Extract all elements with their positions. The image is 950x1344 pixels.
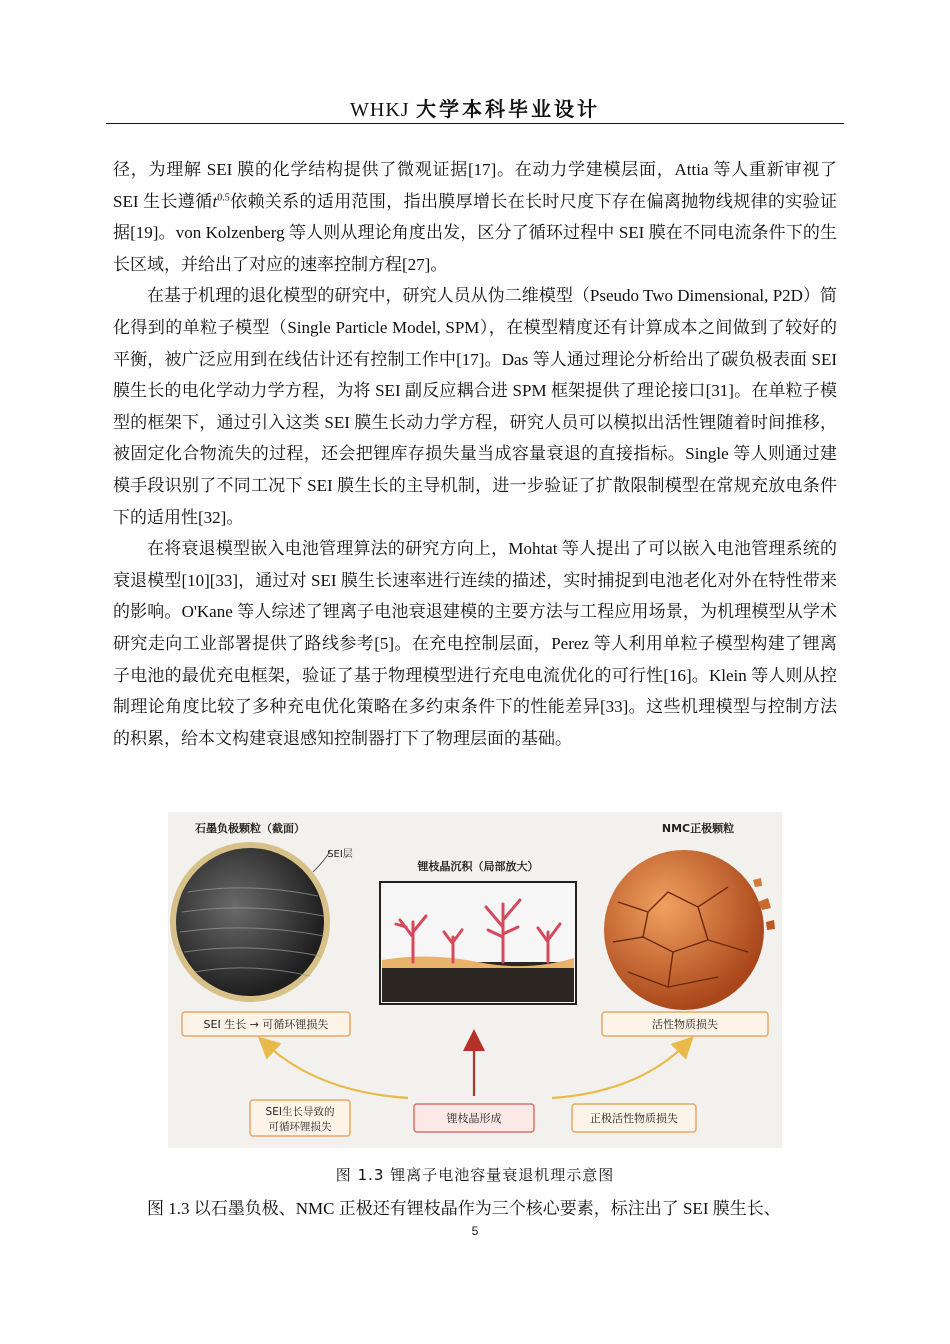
box-active-loss xyxy=(602,1012,768,1036)
box-bottom-left xyxy=(250,1100,350,1136)
body-text xyxy=(113,154,837,754)
figure-caption: 图 1.3 锂离子电池容量衰退机理示意图 xyxy=(335,1166,615,1184)
figure-degradation-mechanism xyxy=(168,812,782,1148)
dendrite-inset xyxy=(380,882,576,1004)
arrow-left xyxy=(266,1044,408,1098)
label-graphite: 石墨负极颗粒（截面） xyxy=(195,822,305,835)
nmc-particle xyxy=(604,850,775,1010)
figure-illustration xyxy=(168,812,782,1148)
box-bottom-right xyxy=(572,1104,696,1132)
math-exponent: 0.5 xyxy=(217,191,230,203)
box-bottom-mid-label: 锂枝晶形成 xyxy=(446,1112,502,1125)
header-latin: WHKJ xyxy=(350,99,410,121)
continuing-paragraph: 图 1.3 以石墨负极、NMC 正极还有锂枝晶作为三个核心要素，标注出了 SEI 膜生长、 xyxy=(147,1199,781,1218)
header-rule xyxy=(106,123,844,124)
header-title: 大学本科毕业设计 xyxy=(415,97,600,121)
paragraph-1-part-b: 依赖关系的适用范围，指出膜厚增长在长时尺度下存在偏离抛物线规律的实验证据[19]。von Kolzenberg 等人则从理论角度出发，区分了循环过程中 SEI 膜在不同电流条件下的生长区域，并给出了对应的速率控制方程[27]。 xyxy=(113,191,838,274)
paragraph-1 xyxy=(113,154,837,280)
box-sei-growth xyxy=(182,1012,350,1036)
paragraph-2: 在基于机理的退化模型的研究中，研究人员从伪二维模型（Pseudo Two Dimensional, P2D）简化得到的单粒子模型（Single Particle Model, SPM），在模型精度还有计算成本之间做到了较好的平衡，被广泛应用到在线估计还有控制工作中[17]。Das 等人通过理论分析给出了碳负极表面 SEI 膜生长的电化学动力学方程，为将 SEI 副反应耦合进 SPM 框架提供了理论接口[31]。在单粒子模型的框架下，通过引入这类 SEI 膜生长动力学方程，研究人员可以模拟出活性锂随着时间推移，被固定化合物流失的过程，还会把锂库存损失量当成容量衰退的直接指标。Single 等人则通过建模手段识别了不同工况下 SEI 膜生长的主导机制，进一步验证了扩散限制模型在常规充放电条件下的适用性[32]。 xyxy=(113,286,837,527)
arrow-right xyxy=(552,1044,686,1098)
box-bottom-left-line1: SEI生长导致的 xyxy=(265,1106,335,1118)
page-number: 5 xyxy=(471,1224,479,1238)
label-nmc: NMC正极颗粒 xyxy=(661,822,735,835)
box-bottom-right-label: 正极活性物质损失 xyxy=(590,1112,678,1125)
page-header xyxy=(106,96,844,122)
label-sei-layer: SEI层 xyxy=(327,849,353,860)
label-dendrite: 锂枝晶沉积（局部放大） xyxy=(417,860,539,873)
box-active-loss-label: 活性物质损失 xyxy=(652,1018,718,1031)
paragraph-1-part-a: 径，为理解 SEI 膜的化学结构提供了微观证据[17]。在动力学建模层面，Attia 等人重新审视了 SEI 生长遵循 xyxy=(113,160,837,211)
box-bottom-left-line2: 可循环锂损失 xyxy=(268,1121,332,1133)
math-variable-t: t xyxy=(212,191,218,211)
box-sei-growth-label: SEI 生长 → 可循环锂损失 xyxy=(203,1018,329,1031)
paragraph-3: 在将衰退模型嵌入电池管理算法的研究方向上，Mohtat 等人提出了可以嵌入电池管理系统的衰退模型[10][33]，通过对 SEI 膜生长速率进行连续的描述，实时捕捉到电池老化对外在特性带来的影响。O'Kane 等人综述了锂离子电池衰退建模的主要方法与工程应用场景，为机理模型从学术研究走向工业部署提供了路线参考[5]。在充电控制层面，Perez 等人利用单粒子模型构建了锂离子电池的最优充电框架，验证了基于物理模型进行充电电流优化的可行性[16]。Klein 等人则从控制理论角度比较了多种充电优化策略在多约束条件下的性能差异[33]。这些机理模型与控制方法的积累，给本文构建衰退感知控制器打下了物理层面的基础。 xyxy=(113,539,837,748)
box-bottom-mid xyxy=(414,1104,534,1132)
graphite-particle xyxy=(170,842,330,1002)
